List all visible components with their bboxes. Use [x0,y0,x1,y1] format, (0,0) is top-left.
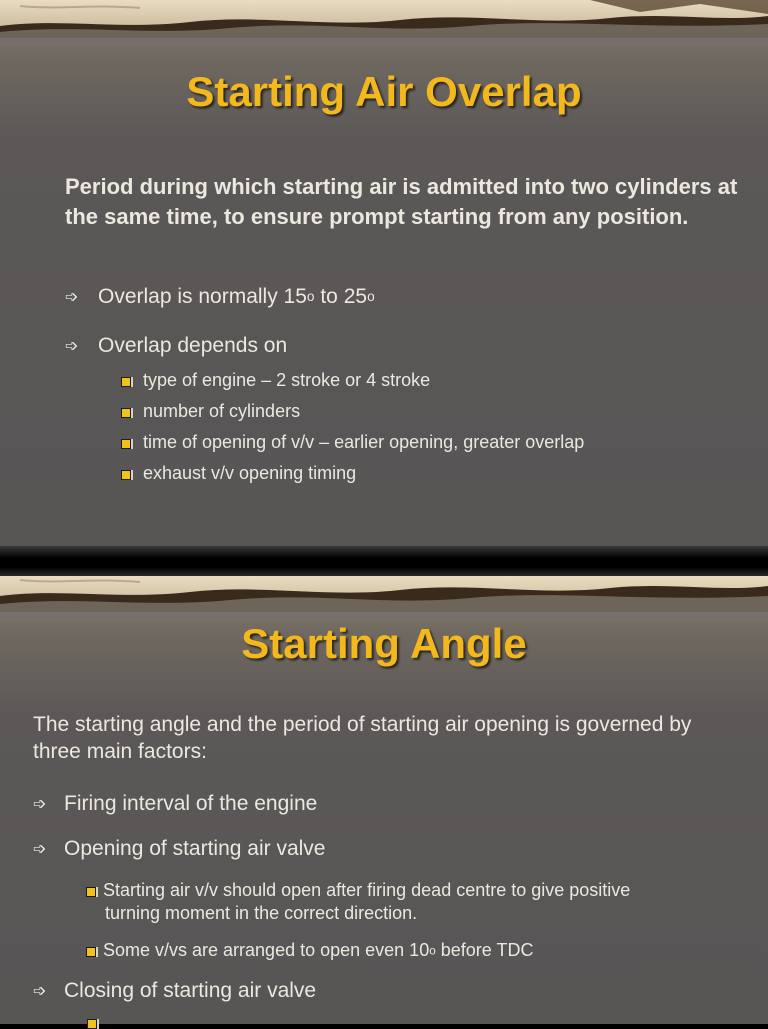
slide-title: Starting Angle [241,620,527,667]
square-bullet-icon [87,1019,97,1029]
degree-symbol: o [429,944,436,958]
square-bullet-icon [121,439,131,449]
sub-bullet: Some v/vs are arranged to open even 10o before TDC [103,939,533,962]
intro-paragraph: The starting angle and the period of starting air opening is governed by three main factors: [33,713,692,763]
intro-paragraph: Period during which starting air is admitted into two cylinders at the same time, to ensure prompt starting from any position. [65,174,738,229]
arrow-bullet-icon: ➩ [33,983,47,1000]
parchment-banner [0,576,768,622]
sub-bullet: Starting air v/v should open after firing dead centre to give positive turning moment in the correct direction. [103,879,743,925]
bullet-text: Overlap is normally 15o to 25o [98,285,375,308]
bullet-overlap-range [65,285,375,309]
arrow-bullet-icon: ➩ [33,841,47,858]
bullet-text: Firing interval of the engine [64,792,318,815]
sub-bullet: exhaust v/v opening timing [143,462,356,485]
slide-divider [0,546,768,576]
arrow-bullet-icon: ➩ [65,338,79,355]
sub-bullet: type of engine – 2 stroke or 4 stroke [143,369,430,392]
bullet-text: Overlap depends on [98,334,288,357]
slide-title: Starting Air Overlap [186,68,582,115]
bullet-firing-interval [33,792,317,816]
bullet-overlap-depends [65,334,287,358]
square-bullet-icon [86,887,96,897]
degree-symbol: o [306,288,315,304]
arrow-bullet-icon: ➩ [65,289,79,306]
bullet-closing-valve [33,979,316,1003]
square-bullet-icon [121,470,131,480]
square-bullet-icon [86,947,96,957]
degree-symbol: o [367,288,375,304]
square-bullet-icon [121,377,131,387]
arrow-bullet-icon: ➩ [33,796,47,813]
sub-bullet: number of cylinders [143,400,300,423]
bullet-opening-valve [33,837,325,861]
sub-bullet: time of opening of v/v – earlier opening, greater overlap [143,431,584,454]
parchment-banner [0,0,768,46]
bullet-text: Closing of starting air valve [64,979,317,1002]
bullet-text: Opening of starting air valve [64,837,326,860]
square-bullet-icon [121,408,131,418]
